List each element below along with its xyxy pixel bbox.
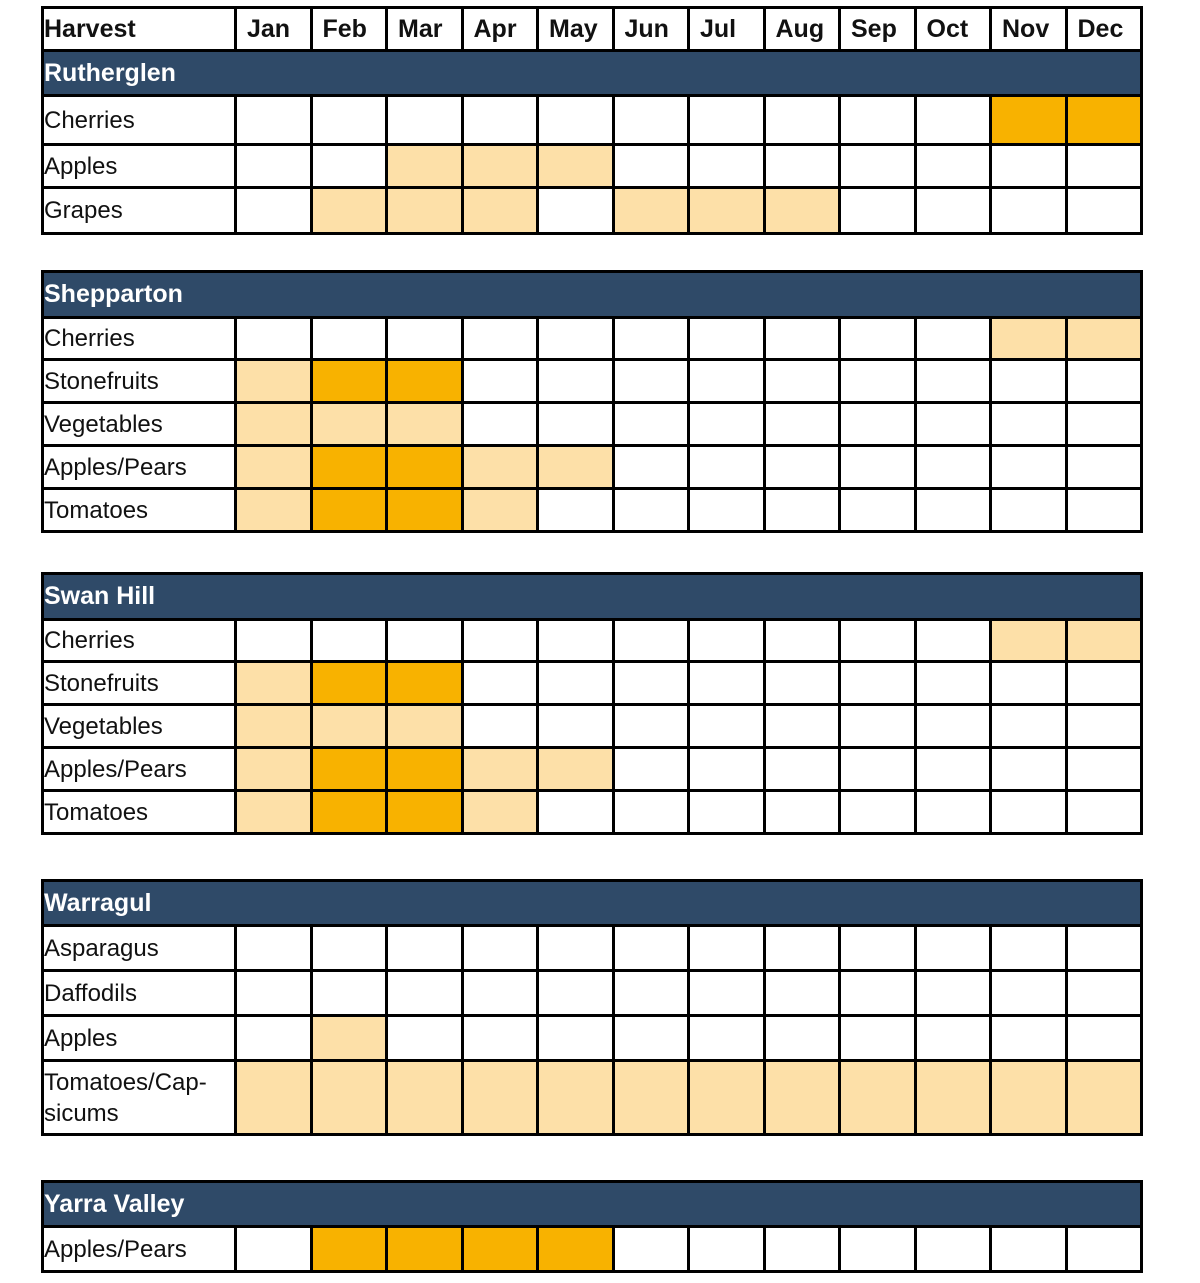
month-header-dec: Dec [1066,8,1142,51]
harvest-cell-nov-none [991,926,1067,971]
harvest-cell-nov-none [991,188,1067,234]
harvest-cell-apr-none [462,403,538,446]
harvest-cell-mar-low [387,188,463,234]
harvest-cell-oct-none [915,145,991,188]
harvest-cell-sep-low [840,1061,916,1135]
harvest-cell-mar-peak [387,662,463,705]
crop-row [43,360,1142,403]
crop-label: Apples/Pears [43,748,236,791]
harvest-cell-jan-none [236,620,312,662]
harvest-cell-aug-none [764,748,840,791]
month-header-apr: Apr [462,8,538,51]
harvest-cell-feb-low [311,1016,387,1061]
harvest-cell-may-peak [538,1227,614,1272]
harvest-cell-mar-none [387,971,463,1016]
harvest-cell-apr-low [462,489,538,532]
crop-row [43,96,1142,145]
month-header-jan: Jan [236,8,312,51]
harvest-cell-jun-none [613,403,689,446]
harvest-cell-apr-none [462,96,538,145]
harvest-cell-oct-none [915,705,991,748]
harvest-cell-nov-none [991,145,1067,188]
harvest-cell-apr-low [462,145,538,188]
harvest-cell-jun-none [613,446,689,489]
harvest-cell-jan-low [236,791,312,834]
harvest-cell-aug-none [764,360,840,403]
harvest-cell-may-none [538,96,614,145]
month-header-jun: Jun [613,8,689,51]
harvest-cell-aug-none [764,96,840,145]
crop-label: Apples/Pears [43,446,236,489]
harvest-cell-mar-low [387,1061,463,1135]
harvest-cell-oct-none [915,662,991,705]
harvest-cell-jan-none [236,96,312,145]
harvest-cell-may-low [538,748,614,791]
harvest-cell-dec-none [1066,748,1142,791]
harvest-cell-may-none [538,926,614,971]
harvest-cell-nov-none [991,489,1067,532]
month-header-sep: Sep [840,8,916,51]
harvest-cell-oct-none [915,620,991,662]
month-header-oct: Oct [915,8,991,51]
harvest-cell-may-none [538,705,614,748]
harvest-cell-sep-none [840,926,916,971]
harvest-cell-jun-low [613,1061,689,1135]
harvest-cell-dec-low [1066,1061,1142,1135]
harvest-cell-feb-none [311,926,387,971]
harvest-cell-sep-none [840,620,916,662]
crop-label: Stonefruits [43,662,236,705]
harvest-cell-jun-none [613,926,689,971]
harvest-cell-feb-peak [311,446,387,489]
crop-label: Apples [43,1016,236,1061]
crop-label: Asparagus [43,926,236,971]
harvest-cell-feb-none [311,145,387,188]
harvest-cell-feb-peak [311,360,387,403]
harvest-cell-dec-none [1066,971,1142,1016]
harvest-cell-jul-none [689,926,765,971]
harvest-cell-nov-low [991,318,1067,360]
region-title: Rutherglen [43,51,1142,96]
harvest-cell-oct-none [915,971,991,1016]
harvest-cell-dec-none [1066,791,1142,834]
harvest-cell-sep-none [840,403,916,446]
harvest-cell-nov-none [991,705,1067,748]
harvest-cell-nov-none [991,1016,1067,1061]
harvest-cell-mar-peak [387,360,463,403]
crop-row [43,1061,1142,1135]
harvest-cell-mar-none [387,1016,463,1061]
harvest-cell-feb-low [311,1061,387,1135]
harvest-cell-jan-none [236,926,312,971]
harvest-cell-apr-none [462,1016,538,1061]
harvest-cell-mar-none [387,926,463,971]
crop-row [43,620,1142,662]
harvest-cell-may-none [538,489,614,532]
region-title: Warragul [43,881,1142,926]
harvest-cell-nov-none [991,403,1067,446]
harvest-cell-jul-none [689,489,765,532]
crop-row [43,403,1142,446]
harvest-cell-oct-none [915,360,991,403]
harvest-cell-dec-none [1066,705,1142,748]
harvest-cell-feb-none [311,96,387,145]
harvest-cell-jul-low [689,1061,765,1135]
crop-row [43,791,1142,834]
harvest-cell-oct-none [915,1016,991,1061]
harvest-cell-oct-none [915,188,991,234]
harvest-cell-sep-none [840,96,916,145]
crop-row [43,705,1142,748]
harvest-cell-jan-low [236,748,312,791]
harvest-cell-oct-none [915,791,991,834]
harvest-cell-jun-none [613,791,689,834]
crop-label: Vegetables [43,705,236,748]
crop-row [43,446,1142,489]
harvest-cell-mar-low [387,145,463,188]
harvest-cell-apr-none [462,360,538,403]
crop-label: Daffodils [43,971,236,1016]
harvest-cell-dec-low [1066,318,1142,360]
harvest-cell-may-none [538,188,614,234]
harvest-cell-jan-none [236,1016,312,1061]
harvest-cell-feb-low [311,188,387,234]
harvest-header-label: Harvest [43,8,236,51]
harvest-cell-may-none [538,662,614,705]
harvest-cell-jul-none [689,1227,765,1272]
harvest-cell-feb-low [311,705,387,748]
harvest-cell-oct-none [915,1227,991,1272]
harvest-cell-jul-none [689,1016,765,1061]
harvest-cell-jan-none [236,188,312,234]
harvest-cell-apr-peak [462,1227,538,1272]
harvest-cell-jul-low [689,188,765,234]
harvest-cell-mar-peak [387,489,463,532]
crop-label: Grapes [43,188,236,234]
harvest-cell-jan-none [236,318,312,360]
crop-row [43,662,1142,705]
harvest-cell-mar-none [387,96,463,145]
harvest-cell-may-low [538,145,614,188]
harvest-cell-aug-none [764,791,840,834]
harvest-cell-mar-peak [387,1227,463,1272]
harvest-cell-feb-peak [311,489,387,532]
harvest-cell-aug-none [764,446,840,489]
month-header-may: May [538,8,614,51]
harvest-cell-dec-none [1066,662,1142,705]
harvest-cell-dec-none [1066,188,1142,234]
harvest-cell-jul-none [689,360,765,403]
harvest-cell-may-none [538,620,614,662]
harvest-cell-jun-none [613,489,689,532]
harvest-cell-aug-low [764,1061,840,1135]
harvest-cell-sep-none [840,489,916,532]
harvest-cell-dec-none [1066,403,1142,446]
harvest-cell-aug-none [764,926,840,971]
harvest-cell-aug-none [764,1227,840,1272]
harvest-cell-sep-none [840,748,916,791]
harvest-cell-aug-none [764,1016,840,1061]
harvest-cell-dec-none [1066,446,1142,489]
harvest-cell-aug-none [764,489,840,532]
harvest-cell-dec-none [1066,145,1142,188]
harvest-cell-nov-none [991,662,1067,705]
harvest-cell-oct-low [915,1061,991,1135]
harvest-cell-jan-none [236,1227,312,1272]
crop-label: Cherries [43,318,236,360]
crop-row [43,489,1142,532]
harvest-cell-mar-peak [387,748,463,791]
harvest-cell-jul-none [689,620,765,662]
harvest-cell-jun-none [613,318,689,360]
region-table-shepparton [41,270,1143,533]
harvest-cell-mar-none [387,318,463,360]
harvest-cell-jul-none [689,662,765,705]
harvest-cell-apr-low [462,748,538,791]
crop-label: Cherries [43,96,236,145]
harvest-cell-oct-none [915,403,991,446]
harvest-cell-jan-low [236,705,312,748]
harvest-cell-aug-none [764,145,840,188]
harvest-cell-aug-none [764,620,840,662]
harvest-cell-sep-none [840,188,916,234]
crop-label: Vegetables [43,403,236,446]
crop-label: Tomatoes [43,791,236,834]
harvest-cell-sep-none [840,791,916,834]
harvest-cell-feb-none [311,318,387,360]
harvest-cell-jan-none [236,971,312,1016]
harvest-cell-oct-none [915,926,991,971]
harvest-cell-nov-none [991,748,1067,791]
harvest-cell-sep-none [840,446,916,489]
harvest-cell-feb-peak [311,1227,387,1272]
crop-row [43,926,1142,971]
harvest-cell-jul-none [689,705,765,748]
crop-row [43,1016,1142,1061]
harvest-cell-nov-peak [991,96,1067,145]
crop-label: Apples [43,145,236,188]
harvest-cell-dec-none [1066,360,1142,403]
crop-row [43,145,1142,188]
harvest-cell-nov-low [991,620,1067,662]
month-header-feb: Feb [311,8,387,51]
harvest-cell-apr-none [462,620,538,662]
harvest-cell-apr-low [462,791,538,834]
harvest-cell-sep-none [840,1016,916,1061]
harvest-cell-feb-peak [311,791,387,834]
harvest-cell-nov-none [991,791,1067,834]
harvest-cell-apr-low [462,1061,538,1135]
harvest-cell-dec-none [1066,926,1142,971]
harvest-cell-sep-none [840,318,916,360]
harvest-cell-jan-none [236,145,312,188]
harvest-cell-feb-peak [311,662,387,705]
harvest-cell-jun-none [613,662,689,705]
harvest-cell-oct-none [915,748,991,791]
crop-label: Cherries [43,620,236,662]
harvest-cell-jan-low [236,446,312,489]
harvest-cell-sep-none [840,145,916,188]
harvest-cell-jan-low [236,1061,312,1135]
harvest-cell-may-none [538,360,614,403]
harvest-cell-may-none [538,791,614,834]
harvest-cell-jan-low [236,662,312,705]
harvest-cell-mar-low [387,705,463,748]
harvest-cell-mar-peak [387,791,463,834]
harvest-cell-oct-none [915,96,991,145]
harvest-cell-jul-none [689,446,765,489]
harvest-cell-may-none [538,971,614,1016]
harvest-cell-sep-none [840,662,916,705]
month-header-nov: Nov [991,8,1067,51]
month-header-mar: Mar [387,8,463,51]
harvest-cell-dec-none [1066,1227,1142,1272]
harvest-cell-nov-none [991,446,1067,489]
harvest-cell-feb-none [311,620,387,662]
harvest-cell-mar-low [387,403,463,446]
harvest-cell-mar-none [387,620,463,662]
harvest-cell-nov-none [991,360,1067,403]
harvest-cell-apr-none [462,705,538,748]
crop-label: Apples/Pears [43,1227,236,1272]
crop-label: Tomatoes/Cap- sicums [43,1061,236,1135]
region-table-warragul [41,879,1143,1136]
harvest-cell-feb-peak [311,748,387,791]
harvest-cell-dec-none [1066,489,1142,532]
harvest-cell-dec-low [1066,620,1142,662]
harvest-cell-feb-low [311,403,387,446]
crop-row [43,318,1142,360]
crop-row [43,188,1142,234]
harvest-cell-mar-peak [387,446,463,489]
harvest-cell-jul-none [689,403,765,446]
harvest-cell-may-low [538,1061,614,1135]
harvest-cell-jun-low [613,188,689,234]
harvest-cell-jun-none [613,145,689,188]
harvest-cell-oct-none [915,318,991,360]
month-header-jul: Jul [689,8,765,51]
harvest-cell-sep-none [840,705,916,748]
harvest-cell-oct-none [915,489,991,532]
harvest-cell-apr-none [462,926,538,971]
harvest-cell-sep-none [840,1227,916,1272]
harvest-cell-jan-low [236,489,312,532]
harvest-cell-sep-none [840,971,916,1016]
region-table-swan-hill [41,572,1143,835]
crop-label: Stonefruits [43,360,236,403]
harvest-cell-jun-none [613,360,689,403]
harvest-cell-jul-none [689,748,765,791]
harvest-cell-may-none [538,318,614,360]
harvest-cell-aug-none [764,705,840,748]
harvest-cell-jul-none [689,791,765,834]
harvest-cell-jan-low [236,360,312,403]
harvest-cell-may-low [538,446,614,489]
harvest-cell-apr-none [462,318,538,360]
month-header-aug: Aug [764,8,840,51]
harvest-cell-dec-peak [1066,96,1142,145]
harvest-cell-nov-none [991,1227,1067,1272]
harvest-cell-may-none [538,403,614,446]
region-title: Swan Hill [43,574,1142,620]
crop-row [43,971,1142,1016]
harvest-cell-jan-low [236,403,312,446]
harvest-cell-jul-none [689,96,765,145]
harvest-cell-jun-none [613,1016,689,1061]
harvest-cell-sep-none [840,360,916,403]
harvest-cell-nov-none [991,971,1067,1016]
harvest-cell-jun-none [613,971,689,1016]
harvest-cell-jul-none [689,971,765,1016]
harvest-cell-jun-none [613,1227,689,1272]
harvest-cell-apr-none [462,662,538,705]
region-title: Shepparton [43,272,1142,318]
harvest-cell-aug-none [764,403,840,446]
harvest-cell-aug-low [764,188,840,234]
header-row [43,8,1142,51]
harvest-cell-jul-none [689,145,765,188]
harvest-cell-may-none [538,1016,614,1061]
crop-row [43,748,1142,791]
harvest-cell-aug-none [764,971,840,1016]
harvest-cell-nov-low [991,1061,1067,1135]
harvest-cell-apr-none [462,971,538,1016]
harvest-cell-dec-none [1066,1016,1142,1061]
harvest-cell-jun-none [613,705,689,748]
crop-row [43,1227,1142,1272]
harvest-cell-oct-none [915,446,991,489]
harvest-cell-jun-none [613,96,689,145]
region-table-yarra-valley [41,1180,1143,1273]
harvest-cell-jun-none [613,620,689,662]
harvest-cell-apr-low [462,188,538,234]
harvest-cell-jul-none [689,318,765,360]
region-table-rutherglen [41,6,1143,235]
harvest-cell-apr-low [462,446,538,489]
harvest-cell-feb-none [311,971,387,1016]
region-title: Yarra Valley [43,1182,1142,1227]
harvest-cell-aug-none [764,318,840,360]
crop-label: Tomatoes [43,489,236,532]
harvest-cell-jun-none [613,748,689,791]
harvest-cell-aug-none [764,662,840,705]
